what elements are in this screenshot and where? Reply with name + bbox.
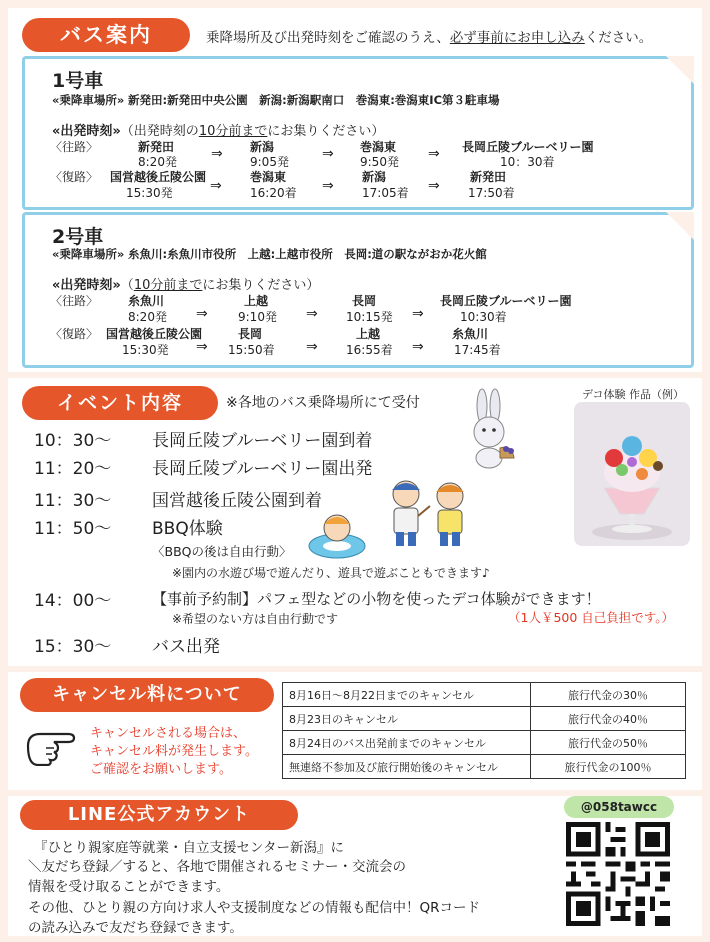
table-row: [283, 755, 686, 779]
photo-caption: デコ体験 作品（例）: [582, 388, 685, 401]
car2-title: 2号車: [52, 226, 104, 248]
event-time: 11：50～: [34, 519, 112, 539]
event-text: 国営越後丘陵公園到着: [152, 491, 322, 511]
car2-ret-stop: 糸魚川: [452, 327, 489, 341]
car2-stops: «乗降車場所» 糸魚川:糸魚川市役所 上越:上越市役所 長岡:道の駅ながおか花火館: [52, 247, 487, 261]
line-text: ＼友だち登録／すると、各地で開催されるセミナー・交流会の: [28, 859, 406, 875]
car2-out-time: 10:15発: [346, 310, 393, 324]
swimming-child-illustration: [304, 510, 370, 562]
car1-ret-stop: 国営越後丘陵公園: [110, 170, 207, 184]
event-time: 11：30～: [34, 491, 112, 511]
event-text: 長岡丘陵ブルーベリー園到着: [152, 431, 373, 451]
car1-ret-time: 17:50着: [468, 186, 515, 200]
children-bbq-illustration: [382, 476, 474, 550]
car2-out-time: 9:10発: [238, 310, 277, 324]
event-text: BBQ体験: [152, 519, 223, 539]
bus-intro: 乗降場所及び出発時刻をご確認のうえ、必ず事前にお申し込みください。: [206, 30, 653, 46]
event-note: ※各地のバス乗降場所にて受付: [226, 395, 420, 411]
car2-ret-time: 15:50着: [228, 343, 275, 357]
arrow-icon: ⇒: [428, 178, 440, 194]
deco-note: ※希望のない方は自由行動です: [172, 612, 339, 626]
car1-ret-time: 16:20着: [250, 186, 297, 200]
arrow-icon: ⇒: [306, 306, 318, 322]
line-id-badge: @058tawcc: [564, 796, 674, 818]
arrow-icon: ⇒: [428, 146, 440, 162]
car1-stops: «乗降車場所» 新発田:新発田中央公園 新潟:新潟駅南口 巻潟東:巻潟東IC第３駐車場: [52, 93, 500, 107]
cancel-fee-table: [282, 682, 686, 779]
car1-out-stop: 新潟: [250, 140, 275, 154]
table-row: [283, 683, 686, 707]
line-text: の読み込みで友だち登録できます。: [28, 920, 243, 936]
event-text: バス出発: [152, 637, 220, 657]
parfait-icon: [574, 402, 690, 546]
rabbit-illustration: [462, 388, 524, 470]
car2-ret-stop: 長岡: [238, 327, 263, 341]
car2-ret-stop: 上越: [356, 327, 381, 341]
cancel-fee: 旅行代金の40％: [531, 707, 686, 731]
car1-ret-time: 15:30発: [126, 186, 173, 200]
arrow-icon: ⇒: [322, 178, 334, 194]
cancel-period: 無連絡不参加及び旅行開始後のキャンセル: [283, 755, 531, 779]
event-text: 長岡丘陵ブルーベリー園出発: [152, 459, 373, 479]
car1-out-time: 9:50発: [360, 155, 399, 169]
cancel-fee: 旅行代金の100％: [531, 755, 686, 779]
car1-time-label: «出発時刻»（出発時刻の10分前までにお集りください）: [52, 124, 385, 139]
event-time: 10：30～: [34, 431, 112, 451]
cancel-message-line: キャンセル料が発生します。: [90, 744, 258, 759]
car1-outbound-label: 〈往路〉: [50, 140, 99, 154]
event-time: 11：20～: [34, 459, 112, 479]
car2-out-time: 8:20発: [128, 310, 167, 324]
cancel-section-title: キャンセル料について: [20, 678, 274, 712]
arrow-icon: ⇒: [211, 146, 223, 162]
arrow-icon: ⇒: [210, 178, 222, 194]
car1-out-time: 9:05発: [250, 155, 289, 169]
car2-out-stop: 上越: [244, 294, 269, 308]
pointing-hand-icon: [24, 724, 80, 766]
car2-out-stop: 長岡: [352, 294, 377, 308]
bus-section-title: バス案内: [22, 18, 190, 52]
arrow-icon: ⇒: [412, 306, 424, 322]
cancel-fee: 旅行代金の50％: [531, 731, 686, 755]
parfait-photo: [574, 402, 690, 546]
cancel-message-line: キャンセルされる場合は、: [90, 726, 247, 741]
arrow-icon: ⇒: [322, 146, 334, 162]
arrow-icon: ⇒: [196, 306, 208, 322]
car1-ret-time: 17:05着: [362, 186, 409, 200]
car2-ret-time: 17:45着: [454, 343, 501, 357]
event-text: 【事前予約制】パフェ型などの小物を使ったデコ体験ができます！: [152, 590, 601, 608]
bbq-sub: 〈BBQの後は自由行動〉: [152, 544, 292, 559]
deco-price: （1人￥500 自己負担です。）: [508, 610, 675, 625]
arrow-icon: ⇒: [306, 339, 318, 355]
car1-out-time: 10：30着: [500, 155, 555, 169]
car2-return-label: 〈復路〉: [50, 327, 99, 341]
car2-out-time: 10:30着: [460, 310, 507, 324]
line-text: 情報を受け取ることができます。: [28, 879, 230, 895]
line-text: その他、ひとり親の方向け求人や支援制度などの情報も配信中！QRコード: [28, 900, 481, 916]
car1-return-label: 〈復路〉: [50, 170, 99, 184]
car2-ret-stop: 国営越後丘陵公園: [106, 327, 203, 341]
event-time: 15：30～: [34, 637, 112, 657]
cancel-period: 8月23日のキャンセル: [283, 707, 531, 731]
event-section-title: イベント内容: [22, 386, 218, 420]
car2-out-stop: 長岡丘陵ブルーベリー園: [440, 294, 572, 308]
bbq-note: ※園内の水遊び場で遊んだり、遊具で遊ぶこともできます♪: [172, 566, 490, 580]
car1-out-stop: 新発田: [138, 140, 175, 154]
car1-ret-stop: 巻潟東: [250, 170, 287, 184]
car1-out-stop: 巻潟東: [360, 140, 397, 154]
car1-ret-stop: 新発田: [470, 170, 507, 184]
cancel-message-line: ご確認をお願いします。: [90, 762, 232, 777]
table-row: [283, 707, 686, 731]
car2-time-label: «出発時刻»（10分前までにお集りください）: [52, 278, 320, 293]
car1-ret-stop: 新潟: [362, 170, 387, 184]
car1-out-stop: 長岡丘陵ブルーベリー園: [462, 140, 594, 154]
car1-title: 1号車: [52, 70, 104, 92]
cancel-period: 8月24日のバス出発前までのキャンセル: [283, 731, 531, 755]
line-section-title: LINE公式アカウント: [20, 800, 298, 830]
car1-out-time: 8:20発: [138, 155, 177, 169]
car2-out-stop: 糸魚川: [128, 294, 165, 308]
arrow-icon: ⇒: [196, 339, 208, 355]
table-row: [283, 731, 686, 755]
event-time: 14：00～: [34, 591, 112, 611]
car2-ret-time: 15:30発: [122, 343, 169, 357]
qr-code-icon[interactable]: [566, 822, 670, 926]
line-text: 『ひとり親家庭等就業・自立支援センター新潟』に: [34, 840, 344, 856]
arrow-icon: ⇒: [412, 339, 424, 355]
car2-outbound-label: 〈往路〉: [50, 294, 99, 308]
cancel-period: 8月16日～8月22日までのキャンセル: [283, 683, 531, 707]
cancel-fee: 旅行代金の30％: [531, 683, 686, 707]
car2-ret-time: 16:55着: [346, 343, 393, 357]
